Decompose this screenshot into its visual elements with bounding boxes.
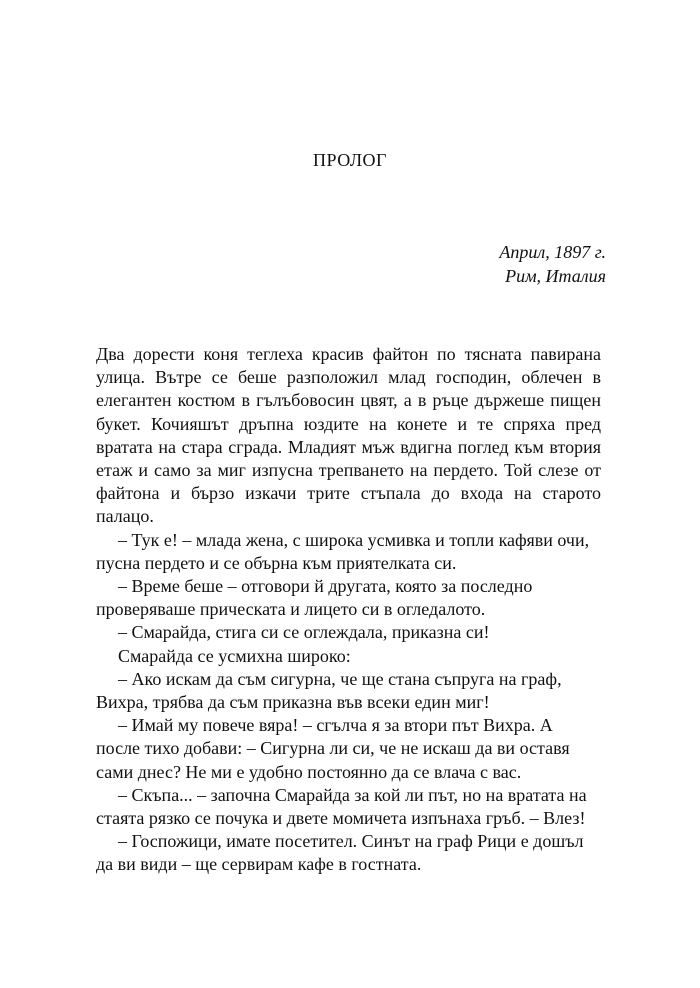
paragraph-opening: Два дорести коня теглеха красив файтон по тясната павирана улица. Вътре се беше разположил млад господин, облечен в елегантен костюм в гълъбовосин цвят, а в ръце държеше пищен букет. Кочияшът дръпна юздите на конете и те спряха пред вратата на стара сграда. Младият мъж вдигна поглед към втория етаж и само за миг изпусна трепването на пердето. Той слезе от файтона и бързо изкачи трите стъпала до входа на старото палацо. — [96, 344, 601, 527]
chapter-title: ПРОЛОГ — [313, 150, 387, 170]
paragraph-dialogue: – Скъпа... – започна Смарайда за кой ли път, но на вратата на стаята рязко се почука и двете момичета изпънаха гръб. – Влез! — [96, 784, 587, 829]
paragraph-dialogue: – Ако искам да съм сигурна, че ще стана съпруга на граф, Вихра, трябва да съм приказна във всеки един миг! — [96, 668, 562, 713]
paragraph-dialogue: – Тук е! – млада жена, с широка усмивка и топли кафяви очи, пусна пердето и се обърна към приятелката си. — [96, 529, 590, 573]
paragraph-dialogue: – Госпожици, имате посетител. Синът на граф Рици е дошъл да ви види – ще сервирам кафе в гостната. — [96, 831, 584, 875]
paragraph-narration: Смарайда се усмихна широко: — [118, 645, 351, 666]
body-text — [96, 343, 601, 877]
paragraph-dialogue: – Време беше – отговори й другата, която за последно проверяваше прическата и лицето си в огледалото. — [96, 576, 533, 620]
dateline-date: Април, 1897 г. — [499, 242, 606, 262]
paragraph-dialogue: – Смарайда, стига си се оглеждала, приказна си! — [118, 622, 490, 643]
paragraph-dialogue: – Имай му повече вяра! – сгълча я за втори път Вихра. А после тихо добави: – Сигурна ли си, че не искаш да ви оставя сами днес? Не ми е удобно постоянно да се влача с вас. — [96, 715, 570, 782]
dateline-place: Рим, Италия — [505, 266, 606, 286]
dateline — [499, 240, 606, 288]
